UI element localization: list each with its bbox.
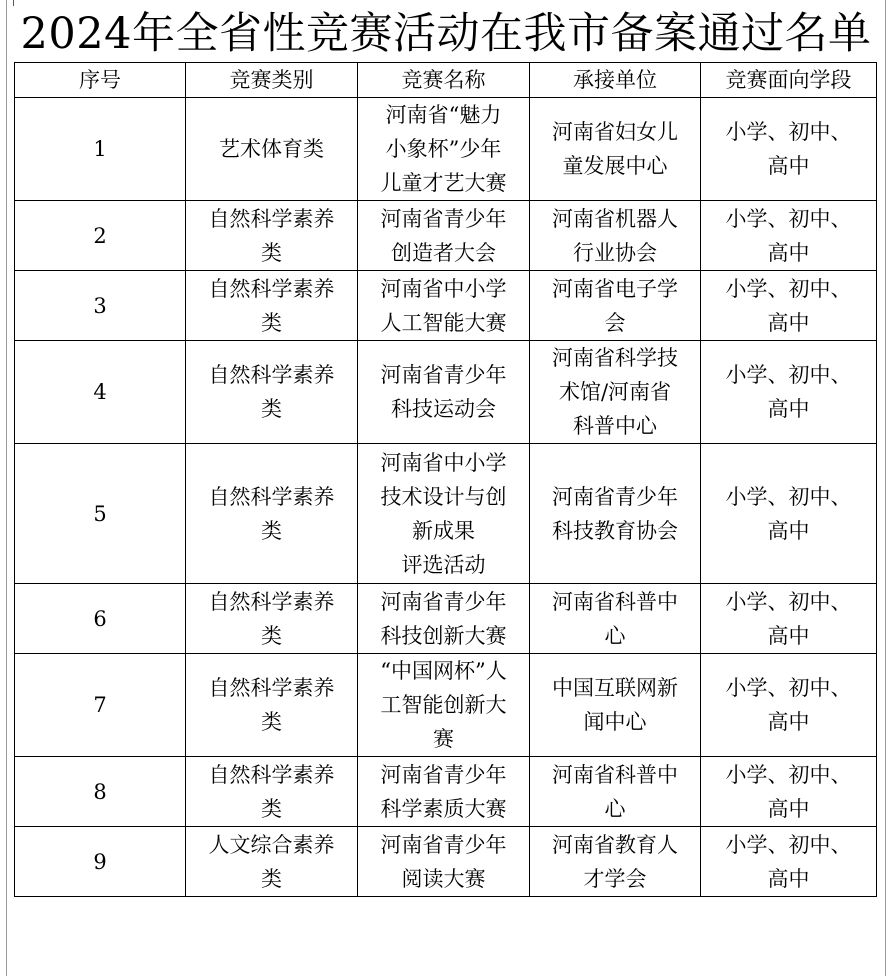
table-header-row [15, 63, 877, 98]
cell-no: 4 [15, 341, 186, 444]
header-host: 承接单位 [530, 63, 701, 98]
page-edge-left [6, 0, 7, 976]
cell-category: 自然科学素养 类 [186, 654, 358, 757]
header-category: 竞赛类别 [186, 63, 358, 98]
cell-name: 河南省青少年 创造者大会 [358, 201, 530, 271]
cell-category: 自然科学素养 类 [186, 201, 358, 271]
cell-category: 自然科学素养 类 [186, 757, 358, 827]
cell-name: 河南省青少年 科学素质大赛 [358, 757, 530, 827]
cell-category: 艺术体育类 [186, 98, 358, 201]
competition-table [14, 62, 877, 897]
header-no: 序号 [15, 63, 186, 98]
cell-name: 河南省“魅力 小象杯”少年 儿童才艺大赛 [358, 98, 530, 201]
cell-no: 2 [15, 201, 186, 271]
cell-category: 自然科学素养 类 [186, 341, 358, 444]
table-row [15, 341, 877, 444]
table-row [15, 444, 877, 584]
cell-name: 河南省青少年 科技运动会 [358, 341, 530, 444]
cell-no: 3 [15, 271, 186, 341]
cell-host: 河南省科普中 心 [530, 757, 701, 827]
cell-host: 河南省科学技 术馆/河南省 科普中心 [530, 341, 701, 444]
cell-host: 河南省青少年 科技教育协会 [530, 444, 701, 584]
cell-host: 中国互联网新 闻中心 [530, 654, 701, 757]
cell-stage: 小学、初中、 高中 [701, 98, 877, 201]
cell-stage: 小学、初中、 高中 [701, 341, 877, 444]
cell-no: 6 [15, 584, 186, 654]
cell-name: 河南省青少年 阅读大赛 [358, 827, 530, 897]
cell-stage: 小学、初中、 高中 [701, 757, 877, 827]
cell-host: 河南省妇女儿 童发展中心 [530, 98, 701, 201]
table-row [15, 584, 877, 654]
document-title: 2024年全省性竞赛活动在我市备案通过名单 [20, 9, 872, 59]
table-row [15, 827, 877, 897]
cell-stage: 小学、初中、 高中 [701, 271, 877, 341]
cell-category: 自然科学素养 类 [186, 584, 358, 654]
cell-name: “中国网杯”人 工智能创新大 赛 [358, 654, 530, 757]
table-row [15, 757, 877, 827]
cell-category: 人文综合素养 类 [186, 827, 358, 897]
page-edge-right [885, 0, 886, 976]
cell-name: 河南省青少年 科技创新大赛 [358, 584, 530, 654]
cell-no: 5 [15, 444, 186, 584]
cell-no: 7 [15, 654, 186, 757]
cell-name: 河南省中小学 人工智能大赛 [358, 271, 530, 341]
cell-category: 自然科学素养 类 [186, 444, 358, 584]
cell-stage: 小学、初中、 高中 [701, 584, 877, 654]
cell-host: 河南省教育人 才学会 [530, 827, 701, 897]
header-name: 竞赛名称 [358, 63, 530, 98]
cell-host: 河南省机器人 行业协会 [530, 201, 701, 271]
header-stage: 竞赛面向学段 [701, 63, 877, 98]
table-row [15, 654, 877, 757]
cell-name: 河南省中小学 技术设计与创 新成果 评选活动 [358, 444, 530, 584]
cell-stage: 小学、初中、 高中 [701, 827, 877, 897]
table-row [15, 98, 877, 201]
cell-no: 8 [15, 757, 186, 827]
cell-host: 河南省电子学 会 [530, 271, 701, 341]
cell-no: 1 [15, 98, 186, 201]
cell-no: 9 [15, 827, 186, 897]
cell-stage: 小学、初中、 高中 [701, 444, 877, 584]
cell-stage: 小学、初中、 高中 [701, 654, 877, 757]
cell-host: 河南省科普中 心 [530, 584, 701, 654]
cell-category: 自然科学素养 类 [186, 271, 358, 341]
cell-stage: 小学、初中、 高中 [701, 201, 877, 271]
table-row [15, 201, 877, 271]
table-row [15, 271, 877, 341]
